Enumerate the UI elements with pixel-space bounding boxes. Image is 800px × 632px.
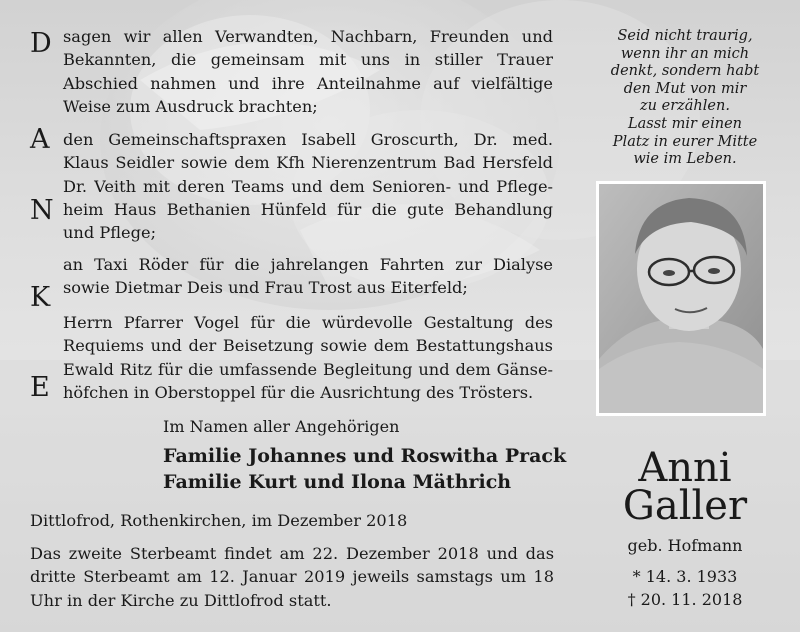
poem-line: wenn ihr an mich <box>620 45 750 62</box>
portrait-photo <box>596 181 766 416</box>
thanks-paragraph-4: Herrn Pfarrer Vogel für die würdevolle Gestaltung des Requiems und der Beisetzung sowie dem Bestattungshaus Ewald Ritz für die umfassende Begleitung und dem Gänse-höfchen in Oberstoppel für die Ausrichtung des Trösters. <box>63 313 553 402</box>
poem-line: denkt, sondern habt <box>610 63 760 80</box>
danke-letter-e: E <box>30 372 50 403</box>
birth-date: * 14. 3. 1933 <box>632 567 738 586</box>
poem-line: Lasst mir einen <box>628 115 742 132</box>
family-name-2: Familie Kurt und Ilona Mäthrich <box>163 471 512 493</box>
thanks-paragraph-2: den Gemeinschaftspraxen Isabell Groscurth, Dr. med. Klaus Seidler sowie dem Kfh Nierenzentrum Bad Hersfeld Dr. Veith mit deren Teams und dem Senioren- und Pflege-heim Haus Bethanien Hünfeld für die gute Behandlung und Pflege; <box>63 130 553 243</box>
memorial-mass-notice: Das zweite Sterbeamt findet am 22. Dezember 2018 und das dritte Sterbeamt am 12. Januar 2019 jeweils samstags um 18 Uhr in der Kirche zu Dittlofrod statt. <box>30 544 554 610</box>
thanks-paragraph-1: sagen wir allen Verwandten, Nachbarn, Freunden und Bekannten, die gemeinsam mit uns in stiller Trauer Abschied nahmen und ihre Anteilnahme auf vielfältige Weise zum Ausdruck brachten; <box>63 27 553 116</box>
thanks-paragraph-3: an Taxi Röder für die jahrelangen Fahrten zur Dialyse sowie Dietmar Deis und Frau Trost aus Eiterfeld; <box>63 255 553 298</box>
danke-letter-a: A <box>30 124 50 155</box>
maiden-name: geb. Hofmann <box>627 536 743 555</box>
death-date: † 20. 11. 2018 <box>627 590 743 609</box>
poem-line: den Mut von mir <box>623 80 747 97</box>
poem-line: zu erzählen. <box>640 98 730 115</box>
deceased-last-name: Galler <box>622 483 748 529</box>
danke-letter-d: D <box>30 28 52 59</box>
poem <box>600 28 770 169</box>
poem-line: Seid nicht traurig, <box>617 28 753 44</box>
family-name-1: Familie Johannes und Roswitha Prack <box>163 445 567 467</box>
poem-line: Platz in eurer Mitte <box>612 133 758 150</box>
place-date: Dittlofrod, Rothenkirchen, im Dezember 2018 <box>30 511 408 530</box>
danke-letter-k: K <box>30 282 51 313</box>
danke-letter-n: N <box>30 195 54 226</box>
signature-intro: Im Namen aller Angehörigen <box>163 417 400 436</box>
portrait-illustration <box>599 184 763 413</box>
poem-line: wie im Leben. <box>633 151 737 168</box>
deceased-first-name: Anni <box>638 445 732 491</box>
